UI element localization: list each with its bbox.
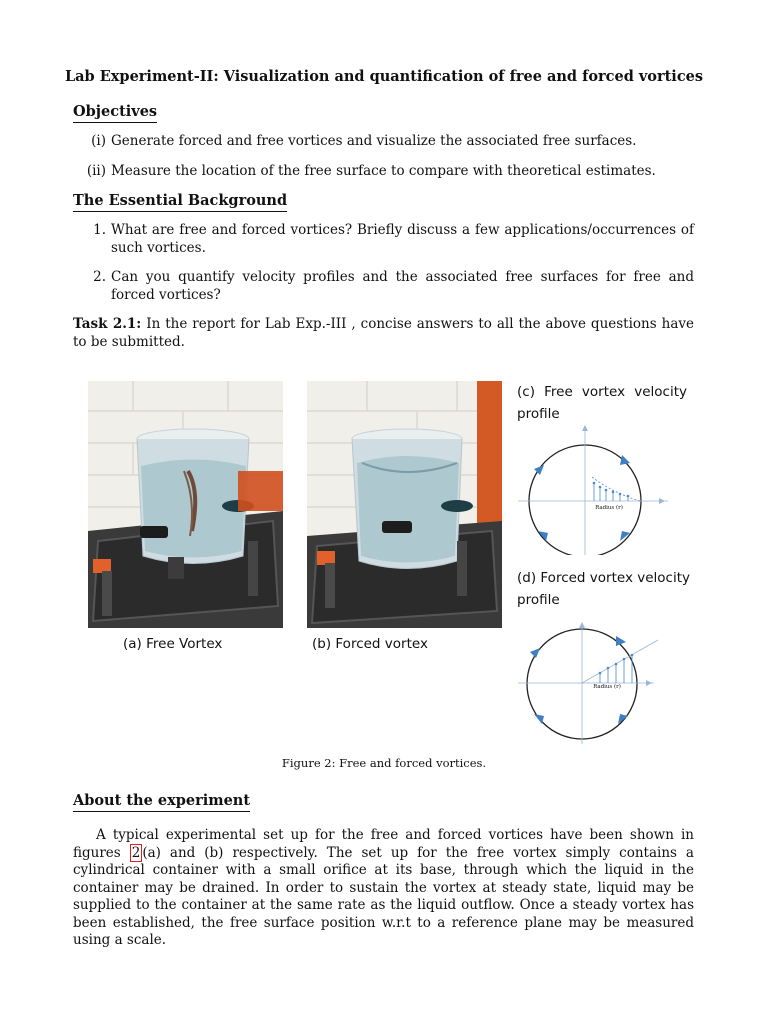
task-paragraph xyxy=(73,316,694,351)
about-text-end: (a) and (b) respectively. The set up for the free vortex simply contains a cylindrical container with a small orifice at its base, through which the liquid in the container may be drained. In order to sustain the vortex at steady state, liquid may be supplied to the container at the same rate as the liquid outflow. Once a steady vortex has been established, the free surface position w.r.t to a reference plane may be measured using a scale. xyxy=(73,844,694,948)
figure-reference-link[interactable]: 2 xyxy=(131,844,141,861)
caption-free-vortex: (a) Free Vortex xyxy=(123,636,223,652)
free-vortex-velocity-diagram xyxy=(518,425,668,555)
forced-profile-radius-label: Radius (r) xyxy=(593,684,621,690)
objective-number: (ii) xyxy=(86,163,106,179)
background-heading: The Essential Background xyxy=(73,192,287,212)
about-heading: About the experiment xyxy=(73,792,250,812)
document-title: Lab Experiment-II: Visualization and quantification of free and forced vortices xyxy=(64,68,704,85)
about-text-start: A typical experimental set up for the free and forced vortices have been shown in figures xyxy=(73,827,694,861)
forced-vortex-photo xyxy=(307,381,502,628)
caption-forced-vortex-profile: (d) Forced vortex velocity profile xyxy=(517,570,690,608)
objective-item: Measure the location of the free surface to compare with theoretical estimates. xyxy=(111,163,656,179)
task-label: Task 2.1: xyxy=(73,316,142,332)
background-number: 2. xyxy=(93,269,106,285)
caption-forced-vortex: (b) Forced vortex xyxy=(312,636,428,652)
background-item: Can you quantify velocity profiles and the associated free surfaces for free and forced vortices? xyxy=(111,269,694,303)
objectives-heading: Objectives xyxy=(73,103,157,123)
about-paragraph xyxy=(73,827,694,950)
forced-vortex-velocity-diagram xyxy=(518,622,668,744)
background-item: What are free and forced vortices? Briefly discuss a few applications/occurrences of such vortices. xyxy=(111,222,694,256)
background-number: 1. xyxy=(93,222,106,238)
caption-free-vortex-profile: (c) Free vortex velocity profile xyxy=(517,384,687,422)
free-vortex-photo xyxy=(88,381,283,628)
objective-number: (i) xyxy=(91,133,106,149)
figure-caption: Figure 2: Free and forced vortices. xyxy=(281,756,487,770)
free-profile-radius-label: Radius (r) xyxy=(595,505,623,511)
task-text: In the report for Lab Exp.-III , concise answers to all the above questions have to be submitted. xyxy=(73,316,694,350)
objective-item: Generate forced and free vortices and visualize the associated free surfaces. xyxy=(111,133,637,149)
